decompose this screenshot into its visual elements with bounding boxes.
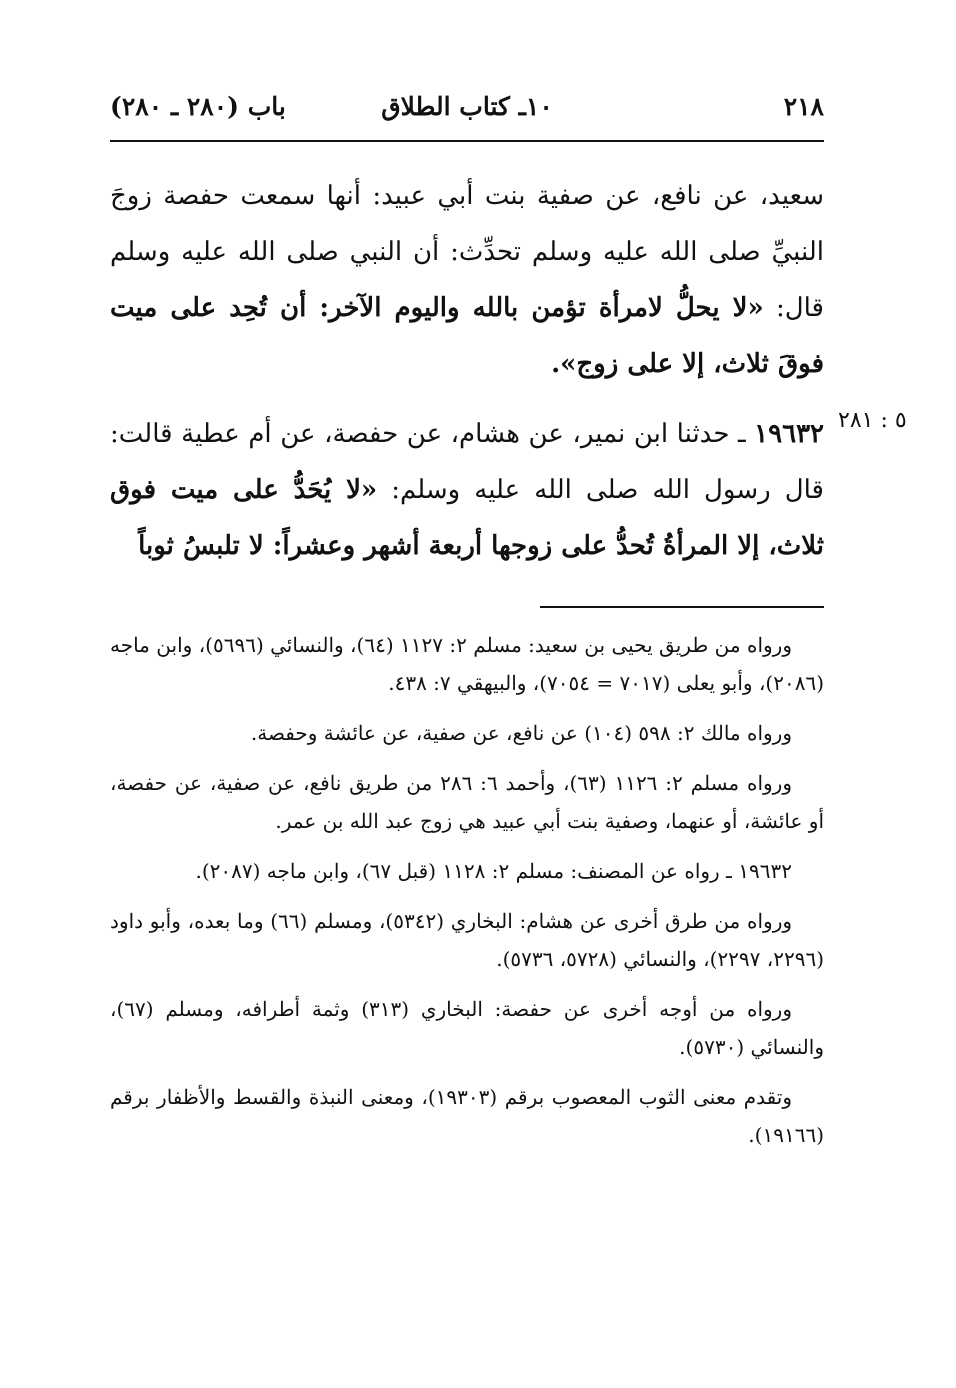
hadith-continuation [110,168,824,392]
footnote: ورواه مالك ٢: ٥٩٨ (١٠٤) عن نافع، عن صفية، عن عائشة وحفصة. [250,721,792,745]
page-header [110,92,824,132]
chapter-title: ١٠ـ كتاب الطلاق [381,92,553,121]
margin-reference: ٥ : ٢٨١ [838,408,907,433]
footnote: ١٩٦٣٢ ـ رواه عن المصنف: مسلم ٢: ١١٢٨ (قبل ٦٧)، وابن ماجه (٢٠٨٧). [195,859,792,883]
footnote: وتقدم معنى الثوب المعصوب برقم (١٩٣٠٣)، ومعنى النبذة والقسط والأظفار برقم (١٩١٦٦). [110,1085,824,1147]
hadith-text: «لا يحلُّ لامرأة تؤمن بالله واليوم الآخر: أن تُحِد على ميت فوقَ ثلاث، إلا على زوج». [110,293,824,379]
narration-chain: سعيد، عن نافع، عن صفية بنت أبي عبيد: أنها سمعت حفصة زوجَ النبيِّ صلى الله عليه وسلم تحدِّث: أن النبي صلى الله عليه وسلم قال: [110,181,824,323]
section-range: باب (٢٨٠ ـ ٢٨٠) [110,92,286,121]
narration-chain: ـ حدثنا ابن نمير، عن هشام، عن حفصة، عن أم عطية قالت: قال رسول الله صلى الله عليه وسلم: [110,419,824,505]
hadith-number: ١٩٦٣٢ [754,419,824,449]
hadith-text: «لا يُحَدُّ على ميت فوق ثلاث، إلا المرأةُ تُحدُّ على زوجها أربعة أشهر وعشراً: لا تلبسُ ثوباً [110,475,824,561]
header-rule [110,140,824,142]
page-number: ٢١٨ [783,92,824,121]
hadith-19632 [110,406,824,574]
main-text [110,168,824,574]
footnote-rule [540,606,824,608]
footnote: ورواه من طرق أخرى عن هشام: البخاري (٥٣٤٢)، ومسلم (٦٦) وما بعده، وأبو داود (٢٢٩٦، ٢٢٩٧)، والنسائي (٥٧٢٨، ٥٧٣٦). [110,909,824,971]
footnote: ورواه من أوجه أخرى عن حفصة: البخاري (٣١٣) وثمة أطرافه، ومسلم (٦٧)، والنسائي (٥٧٣٠). [110,997,824,1059]
footnotes [110,626,824,1166]
footnote: ورواه مسلم ٢: ١١٢٦ (٦٣)، وأحمد ٦: ٢٨٦ من طريق نافع، عن صفية، عن حفصة، أو عائشة، أو عنهما، وصفية بنت أبي عبيد هي زوج عبد الله بن عمر. [110,771,824,833]
footnote: ورواه من طريق يحيى بن سعيد: مسلم ٢: ١١٢٧ (٦٤)، والنسائي (٥٦٩٦)، وابن ماجه (٢٠٨٦)، وأبو يعلى (٧٠١٧ = ٧٠٥٤)، والبيهقي ٧: ٤٣٨. [110,633,824,695]
